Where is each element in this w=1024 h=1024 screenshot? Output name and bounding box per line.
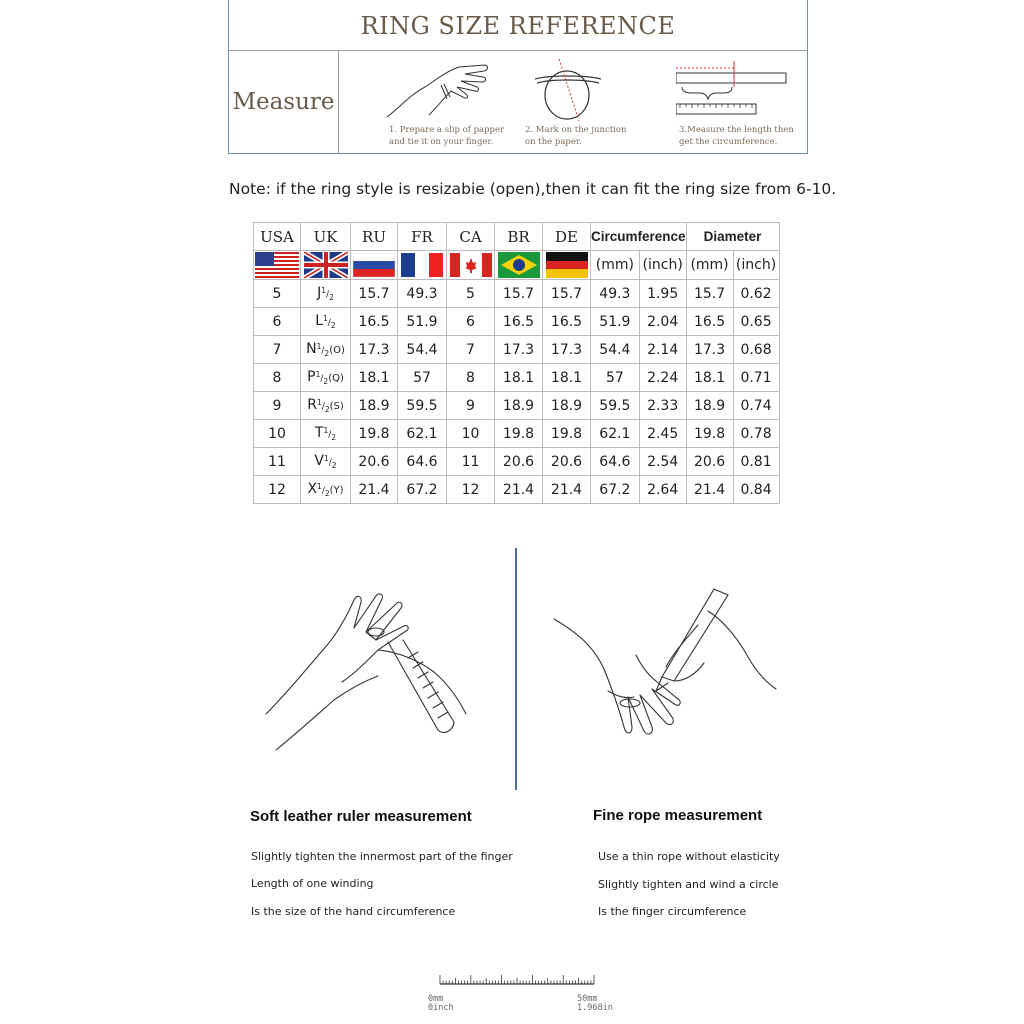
flag-row bbox=[254, 251, 780, 280]
cell-ca: 7 bbox=[447, 336, 495, 364]
col-ru: RU bbox=[351, 223, 398, 251]
uk-flag-icon bbox=[304, 252, 348, 278]
half-fraction-icon: $^1/_2$ bbox=[323, 454, 337, 470]
cell-de: 21.4 bbox=[543, 476, 591, 504]
table-row bbox=[254, 476, 780, 504]
half-fraction-icon: $^1/_2$ bbox=[317, 482, 330, 498]
de-flag-icon bbox=[546, 252, 588, 278]
leather-line-3: Is the size of the hand circumference bbox=[251, 905, 456, 918]
cell-fr: 67.2 bbox=[398, 476, 447, 504]
br-flag-icon bbox=[498, 252, 540, 278]
step-3-caption: 3.Measure the length then get the circumference. bbox=[679, 125, 794, 147]
table-row bbox=[254, 448, 780, 476]
cell-circ-in: 2.24 bbox=[639, 364, 686, 392]
measure-steps-row bbox=[229, 51, 807, 153]
cell-circ-mm: 62.1 bbox=[591, 420, 640, 448]
cell-dia-in: 0.71 bbox=[733, 364, 779, 392]
cell-usa: 11 bbox=[254, 448, 301, 476]
uk-suffix: (Q) bbox=[328, 373, 344, 385]
cell-circ-mm: 57 bbox=[591, 364, 640, 392]
cell-circ-in: 2.54 bbox=[639, 448, 686, 476]
cell-dia-mm: 18.9 bbox=[686, 392, 733, 420]
mm-scale-ruler bbox=[438, 974, 598, 994]
half-fraction-icon: $^1/_2$ bbox=[316, 342, 330, 358]
cell-br: 20.6 bbox=[495, 448, 543, 476]
cell-usa: 7 bbox=[254, 336, 301, 364]
cell-ca: 10 bbox=[447, 420, 495, 448]
col-uk: UK bbox=[301, 223, 351, 251]
ca-flag-icon bbox=[450, 253, 492, 277]
cell-fr: 59.5 bbox=[398, 392, 447, 420]
leather-ruler-hand-illustration bbox=[258, 582, 468, 752]
cell-ru: 20.6 bbox=[351, 448, 398, 476]
cell-br: 18.9 bbox=[495, 392, 543, 420]
section-divider bbox=[515, 548, 517, 790]
uk-suffix: (S) bbox=[329, 401, 344, 413]
scale-right-label: 50mm 1.968in bbox=[577, 994, 613, 1013]
scale-left-label: 0mm 0inch bbox=[428, 994, 454, 1013]
step-3 bbox=[679, 51, 807, 153]
table-row bbox=[254, 308, 780, 336]
leather-line-2: Length of one winding bbox=[251, 877, 374, 890]
cell-circ-mm: 54.4 bbox=[591, 336, 640, 364]
cell-de: 16.5 bbox=[543, 308, 591, 336]
resizable-note: Note: if the ring style is resizabie (open),then it can fit the ring size from 6-10. bbox=[229, 180, 837, 198]
cell-uk bbox=[301, 308, 351, 336]
ring-size-reference-card bbox=[228, 0, 808, 154]
table-row bbox=[254, 420, 780, 448]
cell-ca: 11 bbox=[447, 448, 495, 476]
step-2-caption: 2. Mark on the junction on the paper. bbox=[525, 125, 627, 147]
fine-rope-hand-illustration bbox=[548, 585, 778, 755]
cell-de: 19.8 bbox=[543, 420, 591, 448]
cell-ca: 9 bbox=[447, 392, 495, 420]
cell-uk bbox=[301, 336, 351, 364]
step-1 bbox=[389, 51, 539, 153]
cell-ru: 18.1 bbox=[351, 364, 398, 392]
col-diameter: Diameter bbox=[686, 223, 779, 251]
ring-size-table bbox=[253, 222, 780, 504]
half-fraction-icon: $^1/_2$ bbox=[315, 370, 329, 386]
uk-letter: R bbox=[307, 397, 317, 414]
table-row bbox=[254, 336, 780, 364]
half-fraction-icon: $^1/_2$ bbox=[323, 314, 336, 330]
ru-flag-icon bbox=[353, 253, 395, 277]
cell-ru: 18.9 bbox=[351, 392, 398, 420]
cell-usa: 10 bbox=[254, 420, 301, 448]
cell-circ-mm: 64.6 bbox=[591, 448, 640, 476]
cell-uk bbox=[301, 392, 351, 420]
ring-junction-icon bbox=[525, 55, 615, 125]
cell-fr: 64.6 bbox=[398, 448, 447, 476]
cell-circ-in: 1.95 bbox=[639, 280, 686, 308]
unit-circ-inch: (inch) bbox=[639, 251, 686, 280]
rope-line-1: Use a thin rope without elasticity bbox=[598, 850, 780, 863]
cell-usa: 6 bbox=[254, 308, 301, 336]
col-fr: FR bbox=[398, 223, 447, 251]
cell-de: 18.9 bbox=[543, 392, 591, 420]
cell-circ-mm: 49.3 bbox=[591, 280, 640, 308]
col-ca: CA bbox=[447, 223, 495, 251]
half-fraction-icon: $^1/_2$ bbox=[323, 426, 337, 442]
cell-br: 18.1 bbox=[495, 364, 543, 392]
cell-dia-mm: 16.5 bbox=[686, 308, 733, 336]
cell-circ-mm: 51.9 bbox=[591, 308, 640, 336]
cell-circ-in: 2.14 bbox=[639, 336, 686, 364]
cell-fr: 49.3 bbox=[398, 280, 447, 308]
cell-dia-in: 0.68 bbox=[733, 336, 779, 364]
cell-circ-mm: 67.2 bbox=[591, 476, 640, 504]
cell-usa: 9 bbox=[254, 392, 301, 420]
cell-dia-in: 0.74 bbox=[733, 392, 779, 420]
cell-br: 15.7 bbox=[495, 280, 543, 308]
cell-br: 19.8 bbox=[495, 420, 543, 448]
cell-usa: 5 bbox=[254, 280, 301, 308]
cell-dia-mm: 20.6 bbox=[686, 448, 733, 476]
leather-line-1: Slightly tighten the innermost part of the finger bbox=[251, 850, 513, 863]
uk-letter: T bbox=[314, 425, 324, 442]
fr-flag-icon bbox=[401, 253, 443, 277]
cell-uk bbox=[301, 476, 351, 504]
cell-dia-mm: 15.7 bbox=[686, 280, 733, 308]
uk-letter: J bbox=[317, 285, 322, 302]
table-row bbox=[254, 364, 780, 392]
col-circumference: Circumference bbox=[591, 223, 687, 251]
cell-dia-mm: 21.4 bbox=[686, 476, 733, 504]
cell-fr: 62.1 bbox=[398, 420, 447, 448]
cell-circ-in: 2.64 bbox=[639, 476, 686, 504]
cell-de: 17.3 bbox=[543, 336, 591, 364]
cell-circ-in: 2.04 bbox=[639, 308, 686, 336]
cell-de: 20.6 bbox=[543, 448, 591, 476]
uk-letter: N bbox=[306, 341, 317, 358]
cell-dia-in: 0.81 bbox=[733, 448, 779, 476]
cell-ru: 17.3 bbox=[351, 336, 398, 364]
half-fraction-icon: $^1/_2$ bbox=[316, 398, 330, 414]
uk-letter: L bbox=[315, 313, 324, 330]
cell-circ-mm: 59.5 bbox=[591, 392, 640, 420]
us-flag-icon bbox=[255, 252, 299, 278]
cell-ru: 16.5 bbox=[351, 308, 398, 336]
cell-br: 17.3 bbox=[495, 336, 543, 364]
cell-uk bbox=[301, 364, 351, 392]
cell-ca: 6 bbox=[447, 308, 495, 336]
cell-ca: 8 bbox=[447, 364, 495, 392]
cell-ca: 12 bbox=[447, 476, 495, 504]
step-2 bbox=[525, 51, 675, 153]
table-row bbox=[254, 392, 780, 420]
step-1-caption: 1. Prepare a slip of papper and tie it on your finger. bbox=[389, 125, 505, 147]
col-usa: USA bbox=[254, 223, 301, 251]
cell-dia-in: 0.84 bbox=[733, 476, 779, 504]
unit-dia-mm: (mm) bbox=[686, 251, 733, 280]
measure-label: Measure bbox=[229, 51, 339, 153]
col-br: BR bbox=[495, 223, 543, 251]
uk-suffix: (Y) bbox=[329, 485, 344, 497]
cell-ru: 19.8 bbox=[351, 420, 398, 448]
reference-title: RING SIZE REFERENCE bbox=[229, 0, 807, 51]
rope-line-3: Is the finger circumference bbox=[598, 905, 747, 918]
uk-letter: P bbox=[307, 369, 316, 386]
col-de: DE bbox=[543, 223, 591, 251]
unit-circ-mm: (mm) bbox=[591, 251, 640, 280]
cell-ru: 21.4 bbox=[351, 476, 398, 504]
uk-letter: V bbox=[314, 453, 324, 470]
table-row bbox=[254, 280, 780, 308]
cell-circ-in: 2.33 bbox=[639, 392, 686, 420]
unit-dia-inch: (inch) bbox=[733, 251, 779, 280]
table-header-row bbox=[254, 223, 780, 251]
cell-de: 15.7 bbox=[543, 280, 591, 308]
hand-paper-slip-icon bbox=[385, 57, 505, 127]
cell-dia-in: 0.62 bbox=[733, 280, 779, 308]
cell-fr: 51.9 bbox=[398, 308, 447, 336]
cell-uk bbox=[301, 420, 351, 448]
cell-ca: 5 bbox=[447, 280, 495, 308]
cell-de: 18.1 bbox=[543, 364, 591, 392]
leather-method-title: Soft leather ruler measurement bbox=[250, 808, 472, 825]
cell-dia-in: 0.78 bbox=[733, 420, 779, 448]
cell-dia-in: 0.65 bbox=[733, 308, 779, 336]
cell-dia-mm: 19.8 bbox=[686, 420, 733, 448]
cell-circ-in: 2.45 bbox=[639, 420, 686, 448]
uk-suffix: (O) bbox=[329, 345, 345, 357]
cell-dia-mm: 17.3 bbox=[686, 336, 733, 364]
half-fraction-icon: $^1/_2$ bbox=[321, 286, 334, 302]
cell-fr: 57 bbox=[398, 364, 447, 392]
rope-line-2: Slightly tighten and wind a circle bbox=[598, 878, 779, 891]
cell-usa: 12 bbox=[254, 476, 301, 504]
cell-uk bbox=[301, 448, 351, 476]
cell-br: 21.4 bbox=[495, 476, 543, 504]
cell-fr: 54.4 bbox=[398, 336, 447, 364]
cell-usa: 8 bbox=[254, 364, 301, 392]
cell-ru: 15.7 bbox=[351, 280, 398, 308]
cell-dia-mm: 18.1 bbox=[686, 364, 733, 392]
cell-br: 16.5 bbox=[495, 308, 543, 336]
cell-uk bbox=[301, 280, 351, 308]
paper-ruler-measure-icon bbox=[676, 57, 796, 127]
rope-method-title: Fine rope measurement bbox=[593, 807, 763, 824]
uk-letter: X bbox=[307, 481, 318, 498]
